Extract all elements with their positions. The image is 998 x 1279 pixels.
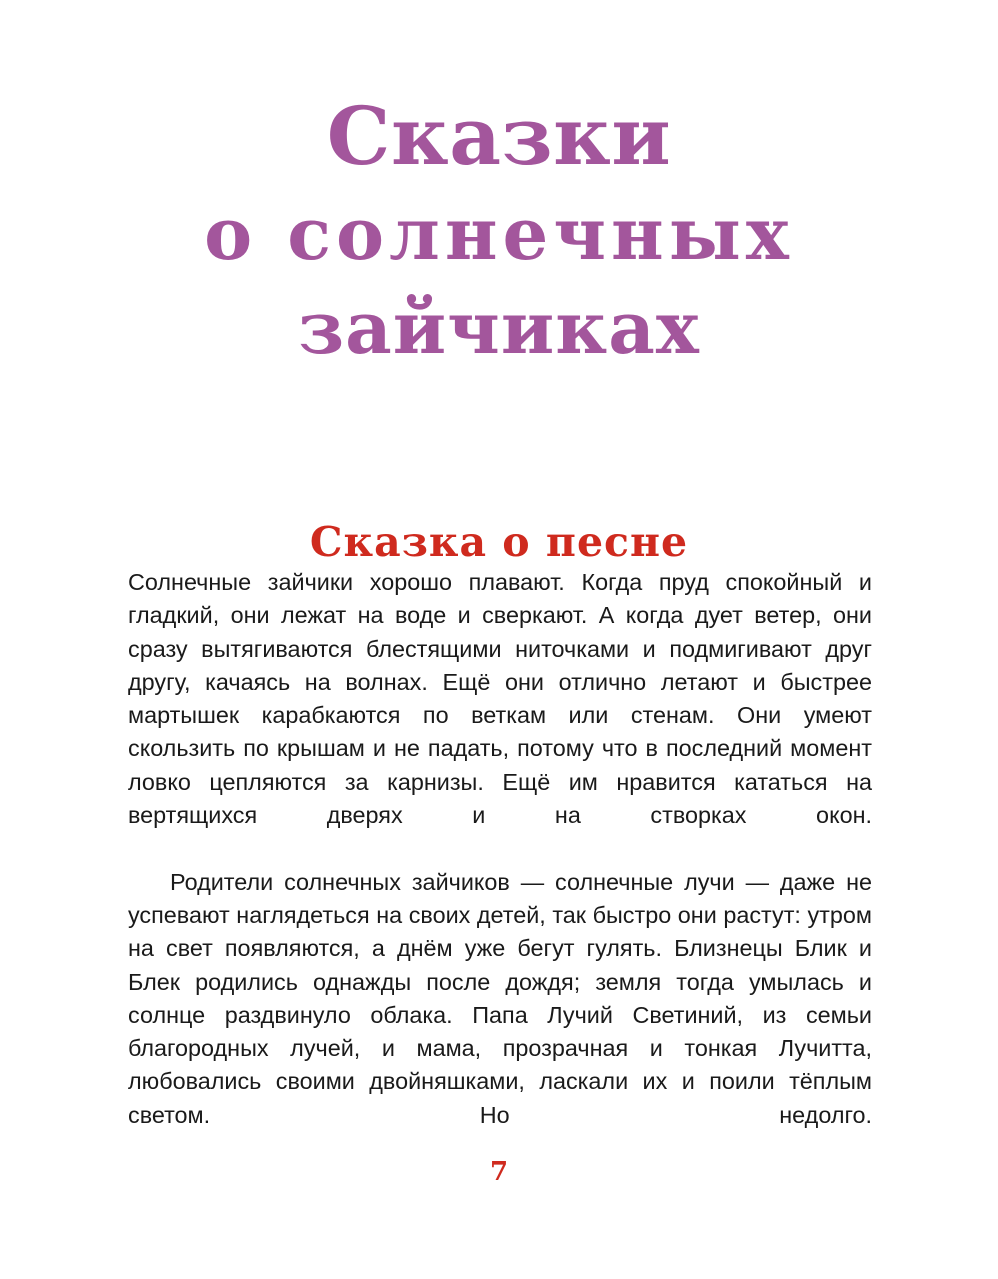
story-paragraph: Родители солнечных зайчиков — солнечные лучи — даже не успевают наглядеться на своих детей, так быстро они растут: утром на свет появляются, а днём уже бегут гулять. Близнецы Блик и Блек родились однажды после дождя; земля тогда умылась и солнце раздвинуло облака. Папа Лучий Светиний, из семьи благородных лучей, и мама, прозрачная и тонкая Лучитта, любовались своими двойняшками, ласкали их и поили тёплым светом. Но недолго. — [128, 868, 872, 1128]
story-heading: Сказка о песне — [309, 518, 689, 567]
book-title — [0, 89, 998, 370]
story-body — [128, 566, 872, 1165]
book-title-line-2: о солнечных — [204, 191, 794, 276]
page-number: 7 — [489, 1157, 509, 1187]
book-title-line-3: зайчиках — [298, 285, 700, 370]
book-title-line-1: Сказки — [326, 89, 672, 183]
story-paragraph: Солнечные зайчики хорошо плавают. Когда пруд спокойный и гладкий, они лежат на воде и сверкают. А когда дует ветер, они сразу вытягиваются блестящими ниточками и подмигивают друг другу, качаясь на волнах. Ещё они отлично летают и быстрее мартышек карабкаются по веткам или стенам. Они умеют скользить по крышам и не падать, потому что в последний момент ловко цепляются за карнизы. Ещё им нравится кататься на вертящихся дверях и на створках окон. — [128, 569, 872, 829]
